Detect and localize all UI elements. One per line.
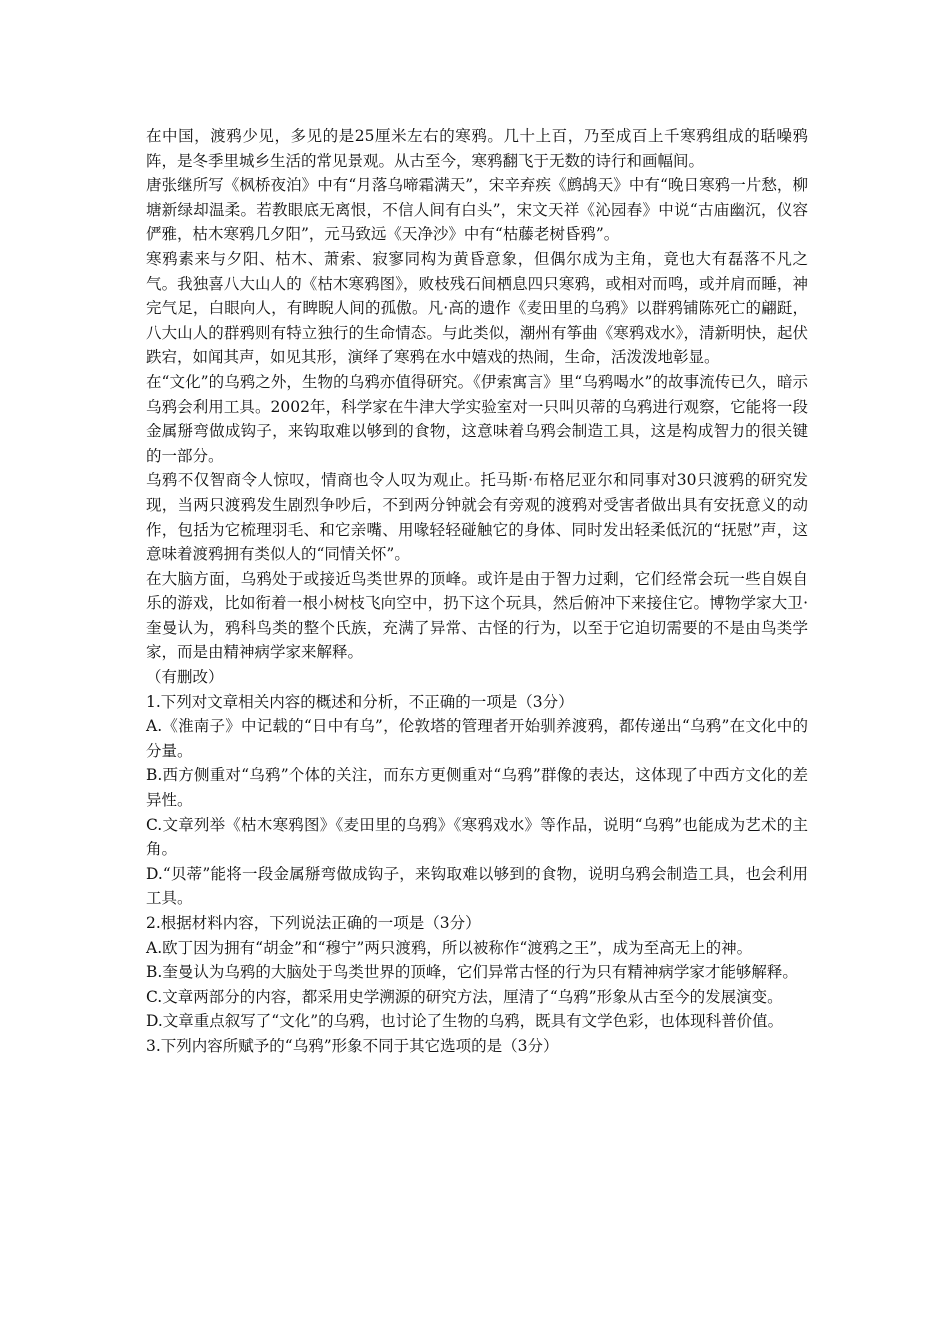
- option-d: D.“贝蒂”能将一段金属掰弯做成钩子，来钩取难以够到的食物，说明乌鸦会制造工具，也会利用工具。: [146, 864, 808, 908]
- option-c: C.文章列举《枯木寒鸦图》《麦田里的乌鸦》《寒鸦戏水》等作品，说明“乌鸦”也能成为艺术的主角。: [146, 815, 808, 859]
- document-page: [146, 124, 808, 1059]
- paragraph: 寒鸦素来与夕阳、枯木、萧索、寂寥同构为黄昏意象，但偶尔成为主角，竟也大有磊落不凡之气。我独喜八大山人的《枯木寒鸦图》，败枝残石间栖息四只寒鸦，或相对而鸣，或并肩而睡，神完气足，白眼向人，有睥睨人间的孤傲。凡·高的遗作《麦田里的乌鸦》以群鸦铺陈死亡的翩跹，八大山人的群鸦则有特立独行的生命情态。与此类似，潮州有筝曲《寒鸦戏水》，清新明快，起伏跌宕，如闻其声，如见其形，演绎了寒鸦在水中嬉戏的热闹，生命，活泼泼地彰显。: [146, 249, 808, 367]
- question-stem: 1.下列对文章相关内容的概述和分析，不正确的一项是（3分）: [146, 692, 574, 711]
- paragraph: 唐张继所写《枫桥夜泊》中有“月落乌啼霜满天”，宋辛弃疾《鹧鸪天》中有“晚日寒鸦一片愁，柳塘新绿却温柔。若教眼底无离恨，不信人间有白头”，宋文天祥《沁园春》中说“古庙幽沉，仪容俨雅，枯木寒鸦几夕阳”，元马致远《天净沙》中有“枯藤老树昏鸦”。: [146, 176, 808, 244]
- question-stem: 3.下列内容所赋予的“乌鸦”形象不同于其它选项的是（3分）: [146, 1036, 559, 1055]
- paragraph: 在“文化”的乌鸦之外，生物的乌鸦亦值得研究。《伊索寓言》里“乌鸦喝水”的故事流传已久，暗示乌鸦会利用工具。2002年，科学家在牛津大学实验室对一只叫贝蒂的乌鸦进行观察，它能将一段金属掰弯做成钩子，来钩取难以够到的食物，这意味着乌鸦会制造工具，这是构成智力的很关键的一部分。: [146, 372, 808, 465]
- paragraph: 在大脑方面，乌鸦处于或接近鸟类世界的顶峰。或许是由于智力过剩，它们经常会玩一些自娱自乐的游戏，比如衔着一根小树枝飞向空中，扔下这个玩具，然后俯冲下来接住它。博物学家大卫·奎曼认为，鸦科鸟类的整个氏族，充满了异常、古怪的行为，以至于它迫切需要的不是由鸟类学家，而是由精神病学家来解释。: [146, 569, 808, 662]
- option-c: C.文章两部分的内容，都采用史学溯源的研究方法，厘清了“乌鸦”形象从古至今的发展演变。: [146, 987, 783, 1006]
- question-2: [146, 911, 808, 1034]
- article-body: [146, 124, 808, 665]
- question-1: [146, 690, 808, 911]
- paragraph: 乌鸦不仅智商令人惊叹，情商也令人叹为观止。托马斯·布格尼亚尔和同事对30只渡鸦的研究发现，当两只渡鸦发生剧烈争吵后，不到两分钟就会有旁观的渡鸦对受害者做出具有安抚意义的动作，包括为它梳理羽毛、和它亲嘴、用喙轻轻碰触它的身体、同时发出轻柔低沉的“抚慰”声，这意味着渡鸦拥有类似人的“同情关怀”。: [146, 471, 808, 564]
- option-a: A.《淮南子》中记载的“日中有乌”，伦敦塔的管理者开始驯养渡鸦，都传递出“乌鸦”在文化中的分量。: [146, 717, 808, 760]
- question-stem: 2.根据材料内容，下列说法正确的一项是（3分）: [146, 914, 481, 932]
- option-d: D.文章重点叙写了“文化”的乌鸦，也讨论了生物的乌鸦，既具有文学色彩，也体现科普价值。: [146, 1012, 784, 1031]
- option-a: A.欧丁因为拥有“胡金”和“穆宁”两只渡鸦，所以被称作“渡鸦之王”，成为至高无上的神。: [146, 938, 753, 957]
- question-3: [146, 1034, 808, 1059]
- option-b: B.西方侧重对“乌鸦”个体的关注，而东方更侧重对“乌鸦”群像的表达，这体现了中西方文化的差异性。: [146, 766, 808, 810]
- source-note: （有删改）: [146, 668, 224, 687]
- paragraph: 在中国，渡鸦少见，多见的是25厘米左右的寒鸦。几十上百，乃至成百上千寒鸦组成的聒噪鸦阵，是冬季里城乡生活的常见景观。从古至今，寒鸦翻飞于无数的诗行和画幅间。: [146, 127, 808, 170]
- option-b: B.奎曼认为乌鸦的大脑处于鸟类世界的顶峰，它们异常古怪的行为只有精神病学家才能够解释。: [146, 963, 798, 982]
